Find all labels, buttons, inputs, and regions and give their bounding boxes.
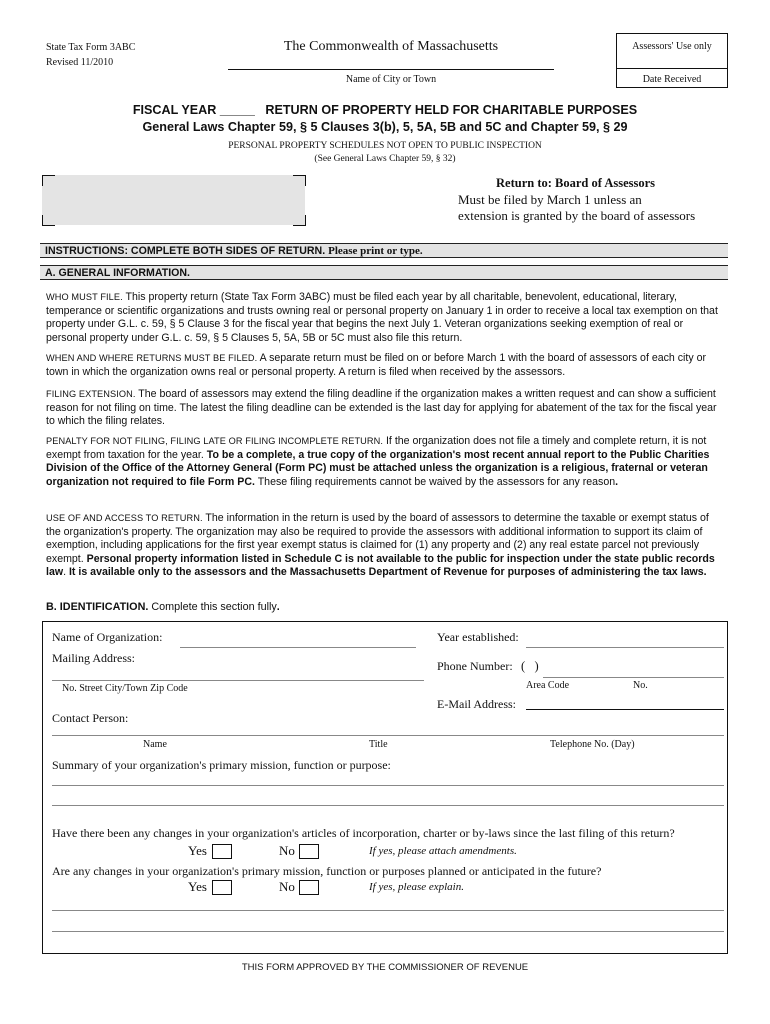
phone-number-field[interactable] <box>543 677 724 678</box>
q1-no-checkbox[interactable] <box>299 844 319 859</box>
date-received-label: Date Received <box>642 74 702 85</box>
section-b-heading-end: . <box>276 601 280 613</box>
q1-no-label: No <box>279 843 295 858</box>
q2-yes-checkbox[interactable] <box>212 880 232 895</box>
section-b-heading-bold: B. IDENTIFICATION. <box>46 601 149 613</box>
year-established-label: Year established: <box>437 630 519 644</box>
city-town-label: Name of City or Town <box>345 74 437 85</box>
use-access-paragraph <box>46 512 726 580</box>
phone-paren: ( ) <box>521 659 539 673</box>
q1-note: If yes, please attach amendments. <box>369 845 517 857</box>
filing-extension-paragraph <box>46 388 726 429</box>
q2-yes-label: Yes <box>188 879 207 894</box>
when-where-cap: WHEN AND WHERE RETURNS MUST BE FILED. <box>46 353 258 363</box>
corner-mark <box>42 175 55 186</box>
schedules-note: PERSONAL PROPERTY SCHEDULES NOT OPEN TO PUBLIC INSPECTION <box>228 141 542 151</box>
instructions-normal: Please print or type. <box>328 245 423 257</box>
use-access-cap: USE OF AND ACCESS TO RETURN. <box>46 513 203 523</box>
phone-number-label: Phone Number: <box>437 659 513 673</box>
corner-mark <box>293 215 306 226</box>
phone-no-label: No. <box>633 680 648 691</box>
penalty-end: . <box>615 475 619 488</box>
q2-no-label: No <box>279 879 295 894</box>
penalty-bold-text: To be a complete, a true copy of the organization's most recent annual report to the Public Charities Division of the Office of the Attorney General (Form PC) must be attached unless the organization is a religious, fraternal or veteran organization not required to file Form PC. <box>46 448 710 488</box>
q1-yes-label: Yes <box>188 843 207 858</box>
mailing-address-label: Mailing Address: <box>52 651 135 665</box>
mailing-label-area[interactable] <box>42 175 305 225</box>
contact-person-label: Contact Person: <box>52 711 129 725</box>
penalty-text: If the organization does not file a timely and complete return, it is not exempt from taxation for the year. <box>46 435 707 461</box>
return-to-line2: extension is granted by the board of assessors <box>458 208 696 223</box>
articles-change-question: Have there been any changes in your organization's articles of incorporation, charter or by-laws since the last filing of this return? <box>52 826 675 840</box>
explain-field-line-2[interactable] <box>52 931 724 932</box>
return-to-heading: Return to: Board of Assessors <box>496 176 656 190</box>
use-access-text: The information in the return is used by the board of assessors to determine the taxable or exempt status of the organization's property. The organization may also be required to provide the assessors with additional information to support its claim of exemption, including applications for the first year exempt status is claimed for (1) any property and (2) any real estate parcel not previously exempt. <box>46 512 709 565</box>
when-where-text: A separate return must be filed on or before March 1 with the board of assessors of each city or town in which the organization owns real or personal property. A return is filed when received by the assessors. <box>46 352 707 378</box>
q2-no-checkbox[interactable] <box>299 880 319 895</box>
fiscal-year-title: FISCAL YEAR _____ RETURN OF PROPERTY HELD FOR CHARITABLE PURPOSES <box>132 103 638 117</box>
general-laws-title: General Laws Chapter 59, § 5 Clauses 3(b), 5, 5A, 5B and 5C and Chapter 59, § 29 <box>142 120 628 134</box>
use-access-bold-text-2: It is available only to the assessors and the Massachusetts Department of Revenue for purposes of administering the tax laws. <box>68 566 707 579</box>
explain-field-line-1[interactable] <box>52 910 724 911</box>
penalty-cap: PENALTY FOR NOT FILING, FILING LATE OR FILING INCOMPLETE RETURN. <box>46 436 384 446</box>
contact-telephone-label: Telephone No. (Day) <box>550 739 635 750</box>
use-access-period: . <box>63 566 67 579</box>
filing-extension-cap: FILING EXTENSION. <box>46 389 136 399</box>
assessors-use-label: Assessors' Use only <box>632 41 712 52</box>
penalty-paragraph <box>46 435 726 489</box>
section-a-heading: A. GENERAL INFORMATION. <box>45 267 190 279</box>
contact-title-label: Title <box>369 739 388 750</box>
area-code-label: Area Code <box>526 680 570 691</box>
summary-field-line-1[interactable] <box>52 785 724 786</box>
email-field[interactable] <box>526 709 724 710</box>
org-name-field[interactable] <box>180 647 416 648</box>
instructions-bar <box>40 243 728 258</box>
who-must-file-paragraph <box>46 291 726 345</box>
corner-mark <box>293 175 306 186</box>
section-b-heading-normal: Complete this section fully <box>151 601 277 613</box>
who-must-file-text: This property return (State Tax Form 3ABC) must be filed each year by all charitable, benevolent, educational, literary, temperance or scientific organizations and trusts owning real or personal property on January 1 in order to receive a local tax exemption on that property under G.L. c. 59, § 5 Clause 3 for the fiscal year that begins the next July 1. Veteran organizations seeking exemption of real or personal property under G.L. c. 59, § 5 Clauses 5, 5A, 5B or 5C must also file this return. <box>46 291 718 344</box>
q2-note: If yes, please explain. <box>369 881 464 893</box>
commonwealth-title: The Commonwealth of Massachusetts <box>283 39 499 54</box>
year-established-field[interactable] <box>526 647 724 648</box>
revised-date: Revised 11/2010 <box>46 57 114 68</box>
assessors-use-box <box>616 33 728 88</box>
address-hint: No. Street City/Town Zip Code <box>62 683 188 694</box>
mission-change-question: Are any changes in your organization's primary mission, function or purposes planned or anticipated in the future? <box>52 864 602 878</box>
see-laws-note: (See General Laws Chapter 59, § 32) <box>314 154 456 164</box>
assessors-divider <box>617 68 727 69</box>
summary-field-line-2[interactable] <box>52 805 724 806</box>
corner-mark <box>42 215 55 226</box>
form-id: State Tax Form 3ABC <box>46 42 136 53</box>
footer-approval: THIS FORM APPROVED BY THE COMMISSIONER OF REVENUE <box>241 962 529 973</box>
section-a-bar <box>40 265 728 280</box>
contact-person-field[interactable] <box>52 735 724 736</box>
city-town-line[interactable] <box>228 69 554 70</box>
org-name-label: Name of Organization: <box>52 630 163 644</box>
penalty-waiver-text: These filing requirements cannot be waived by the assessors for any reason <box>257 475 616 488</box>
contact-name-label: Name <box>143 739 167 750</box>
email-label: E-Mail Address: <box>437 697 516 711</box>
identification-section <box>42 621 728 954</box>
instructions-bold: INSTRUCTIONS: COMPLETE BOTH SIDES OF RETURN. <box>45 245 326 257</box>
filing-extension-text: The board of assessors may extend the filing deadline if the organization makes a written request and can show a sufficient reason for not filing on time. The latest the filing deadline can be extended is the last day for applying for abatement of the tax for the fiscal year to which the filing relates. <box>46 388 717 428</box>
mailing-address-field[interactable] <box>52 680 424 681</box>
return-to-line1: Must be filed by March 1 unless an <box>458 192 642 207</box>
q1-yes-checkbox[interactable] <box>212 844 232 859</box>
who-must-file-cap: WHO MUST FILE. <box>46 292 123 302</box>
use-access-bold-text: Personal property information listed in Schedule C is not available to the public for inspection under the state public records law <box>46 552 715 579</box>
section-b-heading <box>46 601 280 613</box>
summary-label: Summary of your organization's primary mission, function or purpose: <box>52 758 391 772</box>
when-where-paragraph <box>46 352 726 379</box>
